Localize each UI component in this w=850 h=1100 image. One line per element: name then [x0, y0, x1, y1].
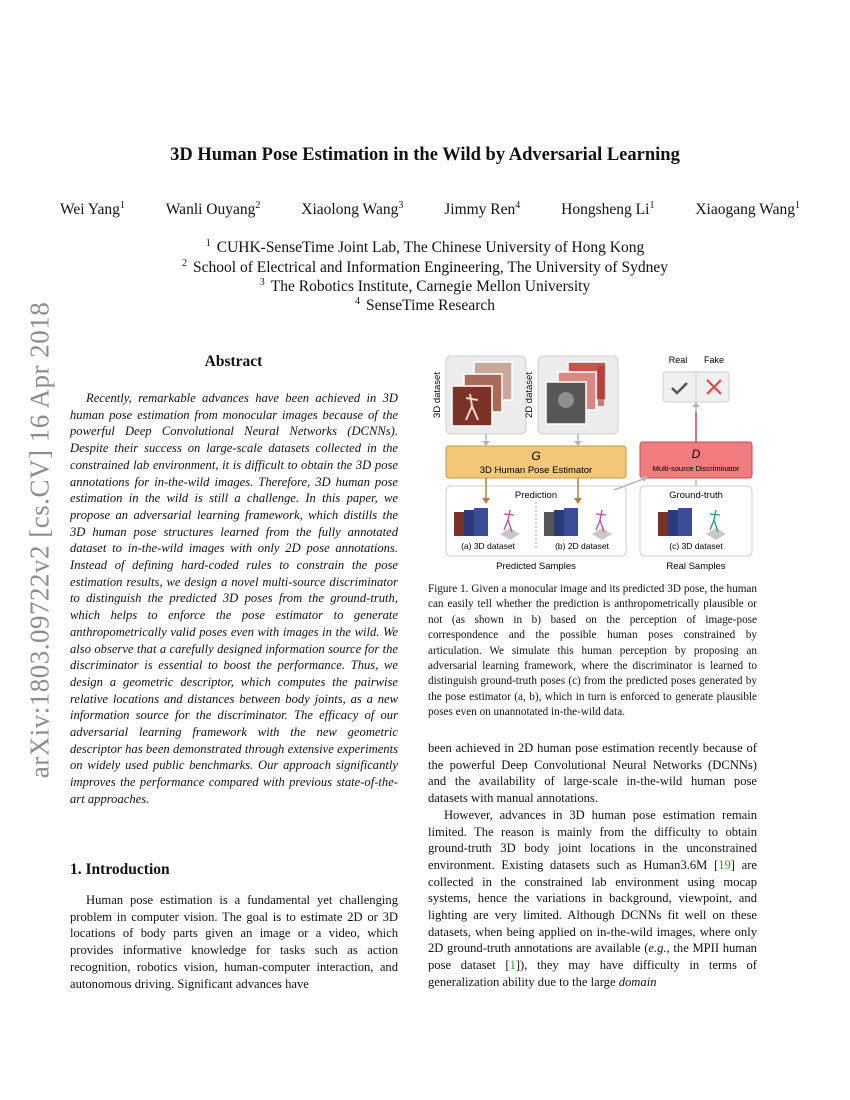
- abstract-text: Recently, remarkable advances have been achieved in 3D human pose estimation from monocular images because of the powerful Deep Convolutional Neural Networks (DCNNs). Despite their success on large-scale datasets collected in the constrained lab environment, it is difficult to obtain the 3D pose annotations for in-the-wild images. Therefore, 3D human pose estimation in the wild is still a challenge. In this paper, we propose an adversarial learning framework, which distills the 3D human pose structures learned from the fully annotated dataset to in-the-wild images with only 2D pose annotations. Instead of defining hard-coded rules to constrain the pose estimation results, we design a novel multi-source discriminator to distinguish the predicted 3D poses from the ground-truth, which helps to enforce the pose estimator to generate anthropometrically valid poses even with images in the wild. We also observe that a carefully designed information source for the discriminator is essential to boost the performance. Thus, we design a geometric descriptor, which computes the pairwise relative locations and distances between body joints, as a new information source for the discriminator. The efficacy of our adversarial learning framework with the new geometric descriptor has been demonstrated through extensive experiments on widely used public benchmarks. Our approach significantly improves the performance compared with previous state-of-the-art approaches.: [70, 391, 398, 806]
- discriminator-symbol: D: [691, 447, 701, 461]
- figure-caption: Figure 1. Given a monocular image and its predicted 3D pose, the human can easily tell whether the prediction is anthropometrically plausible or not (as shown in b) based on the perception of image-pose correspondence and the possible human poses constrained by articulation. We simulate this human perception by proposing an adversarial learning framework, where the discriminator is learned to distinguish ground-truth poses (c) from the predicted poses generated by the pose estimator (a, b), which in turn is enforced to generate plausible poses even on unannotated in-the-wild data.: [428, 583, 757, 719]
- affiliation: $^1$ CUHK-SenseTime Joint Lab, The Chinese University of Hong Kong: [205, 238, 645, 257]
- paper-title: 3D Human Pose Estimation in the Wild by Adversarial Learning: [170, 145, 680, 165]
- author: Jimmy Ren$^4$: [444, 200, 521, 219]
- label-2d-dataset: 2D dataset: [524, 372, 535, 418]
- arxiv-id: arXiv:1803.09722v2 [cs.CV] 16 Apr 2018: [24, 301, 55, 779]
- label-real: Real: [668, 355, 688, 365]
- author: Xiaogang Wang$^1$: [695, 200, 800, 219]
- arxiv-sidebar-stamp: [20, 290, 60, 790]
- figure-1-diagram: [430, 350, 760, 578]
- arrow-head: [692, 402, 700, 407]
- arrow-head: [482, 441, 490, 446]
- sample-c-thumbnails: [658, 508, 726, 540]
- author: Wei Yang$^1$: [60, 200, 125, 219]
- generator-symbol: G: [531, 449, 541, 463]
- label-prediction: Prediction: [514, 490, 558, 501]
- label-3d-dataset: 3D dataset: [432, 372, 443, 418]
- author: Hongsheng Li$^1$: [561, 200, 655, 219]
- label-ground-truth: Ground-truth: [669, 490, 723, 501]
- affiliation: $^2$ School of Electrical and Information Engineering, The University of Sydney: [182, 258, 668, 277]
- label-sub-b: (b) 2D dataset: [555, 541, 609, 551]
- section-heading-introduction: 1. Introduction: [70, 861, 170, 878]
- label-predicted-samples: Predicted Samples: [496, 561, 576, 572]
- abstract-heading: Abstract: [204, 353, 263, 370]
- label-sub-c: (c) 3D dataset: [669, 541, 723, 551]
- paragraph: However, advances in 3D human pose estimation remain limited. The reason is mainly from the difficulty to obtain ground-truth 3D body joint locations in the unconstrained environment. Existing datasets such as Human3.6M [19] are collected in the constrained lab environment using mocap systems, hence the variations in background, viewpoint, and lighting are very limited. Although DCNNs fit well on these datasets, when being applied on in-the-wild images, where only 2D ground-truth annotations are available (e.g., the MPII human pose dataset [1]), they may have difficulty in terms of generalization ability due to the large domain: [428, 807, 757, 989]
- discriminator-label: Multi-source Discriminator: [652, 464, 740, 473]
- affiliation: $^4$ SenseTime Research: [354, 296, 495, 315]
- author: Xiaolong Wang$^3$: [301, 200, 404, 219]
- label-sub-a: (a) 3D dataset: [461, 541, 515, 551]
- generator-label: 3D Human Pose Estimator: [479, 465, 593, 476]
- citation-link[interactable]: 1: [509, 958, 516, 973]
- right-column-text: [428, 740, 757, 991]
- paragraph: been achieved in 2D human pose estimation recently because of the powerful Deep Convolutional Neural Networks (DCNNs) and the availability of large-scale in-the-wild human pose datasets with manual annotations.: [428, 741, 757, 806]
- citation-link[interactable]: 19: [718, 857, 731, 872]
- label-fake: Fake: [703, 355, 725, 365]
- introduction-text: Human pose estimation is a fundamental yet challenging problem in computer vision. The goal is to estimate 2D or 3D locations of body parts given an image or a video, which provides informative knowledge for tasks such as action recognition, robotics vision, human-computer interaction, and autonomous driving. Significant advances have: [70, 893, 398, 991]
- sample-b-thumbnails: [544, 508, 612, 540]
- affiliation: $^3$ The Robotics Institute, Carnegie Mellon University: [259, 277, 591, 296]
- label-real-samples: Real Samples: [666, 561, 726, 572]
- arrow-head: [574, 441, 582, 446]
- author-list: [60, 200, 800, 219]
- author: Wanli Ouyang$^2$: [165, 200, 261, 219]
